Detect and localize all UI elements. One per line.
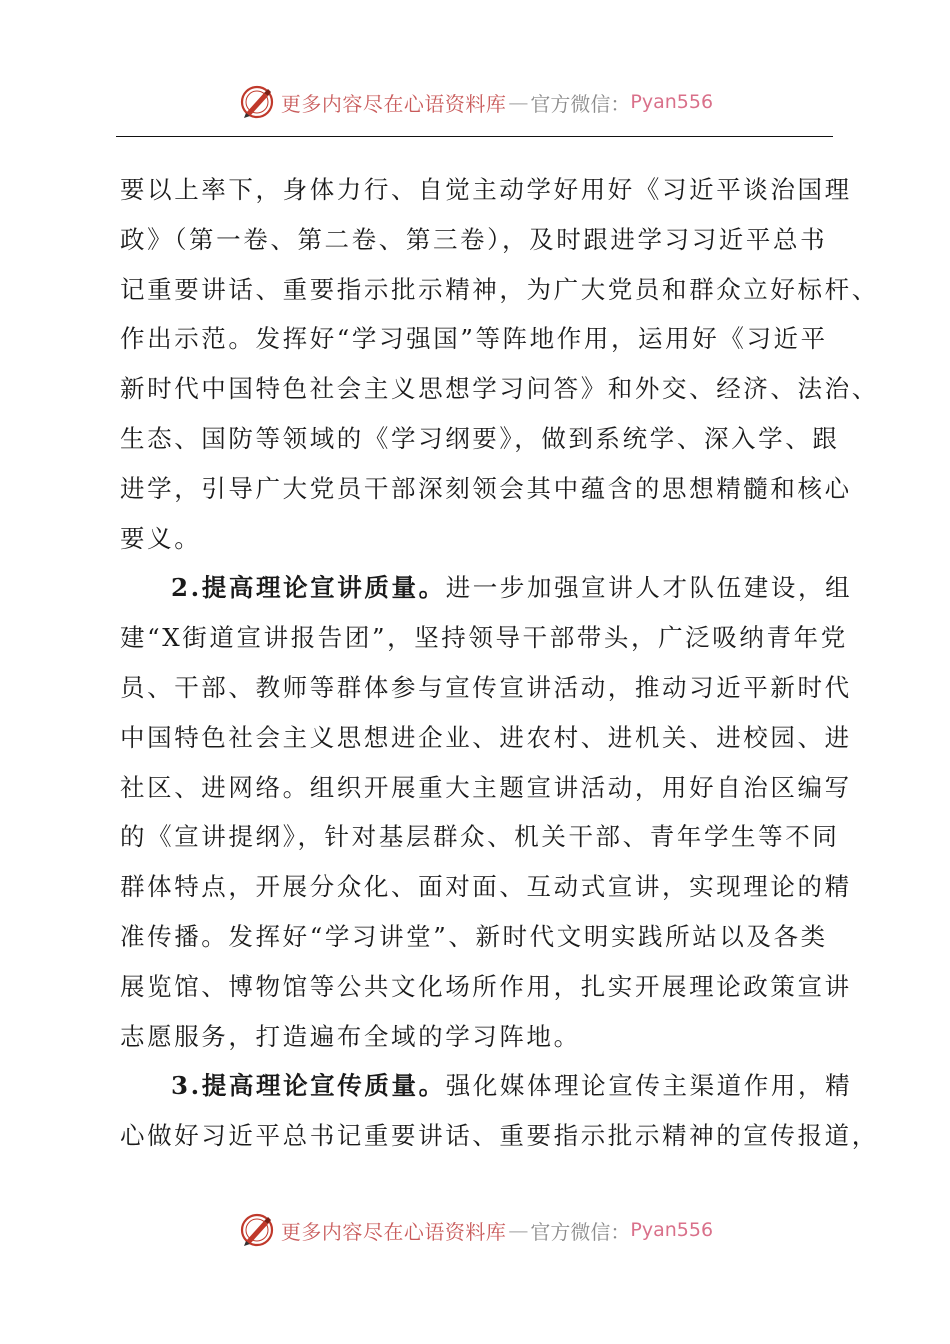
header-rule: [116, 136, 833, 137]
text-line-first: [120, 1061, 853, 1111]
text-line: 的《宣讲提纲》，针对基层群众、机关干部、青年学生等不同: [120, 822, 840, 852]
text-line: 社区、进网络。组织开展重大主题宣讲活动，用好自治区编写: [120, 772, 852, 802]
text-line: 记重要讲话、重要指示批示精神，为广大党员和群众立好标杆、: [120, 274, 879, 304]
text-run: 强化媒体理论宣传主渠道作用，精: [445, 1071, 853, 1101]
watermark-wechat-label: 官方微信：: [530, 91, 631, 116]
header-watermark: [0, 80, 950, 124]
pen-logo-icon: [237, 82, 277, 122]
paragraph-heading: 3.提高理论宣传质量。: [171, 1071, 446, 1101]
document-body: [120, 165, 879, 1161]
text-line-first: [120, 563, 853, 613]
text-line: 准传播。发挥好“学习讲堂”、新时代文明实践所站以及各类: [120, 921, 828, 951]
text-line: 生态、国防等领域的《学习纲要》，做到系统学、深入学、跟: [120, 423, 840, 453]
paragraph-heading: 2.提高理论宣讲质量。: [171, 573, 446, 603]
text-line: 展览馆、博物馆等公共文化场所作用，扎实开展理论政策宣讲: [120, 971, 852, 1001]
paragraph-1: [120, 165, 879, 563]
text-line: 新时代中国特色社会主义思想学习问答》和外交、经济、法治、: [120, 374, 879, 404]
text-line: 建“X街道宣讲报告团”，坚持领导干部带头，广泛吸纳青年党: [120, 623, 848, 653]
text-line: 中国特色社会主义思想进企业、进农村、进机关、进校园、进: [120, 722, 852, 752]
text-line: 要以上率下，身体力行、自觉主动学好用好《习近平谈治国理: [120, 175, 852, 204]
footer-watermark: [0, 1208, 950, 1252]
text-line: 政》（第一卷、第二卷、第三卷），及时跟进学习习近平总书: [120, 224, 828, 254]
text-line: 心做好习近平总书记重要讲话、重要指示批示精神的宣传报道，: [120, 1121, 879, 1151]
watermark-wechat-id: Pyan556: [630, 91, 714, 113]
text-line: 要义。: [120, 523, 202, 553]
watermark-wechat-id: Pyan556: [630, 1219, 714, 1241]
paragraph-3: [120, 1061, 879, 1161]
watermark-dash: —: [508, 1218, 529, 1242]
text-line: 群体特点，开展分众化、面对面、互动式宣讲，实现理论的精: [120, 872, 852, 902]
pen-logo-icon: [237, 1210, 277, 1250]
text-run: 进一步加强宣讲人才队伍建设，组: [445, 573, 853, 603]
watermark-wechat-label: 官方微信：: [530, 1219, 631, 1244]
paragraph-2: [120, 563, 853, 1061]
watermark-site-text: 更多内容尽在心语资料库: [280, 91, 507, 116]
text-line: 员、干部、教师等群体参与宣传宣讲活动，推动习近平新时代: [120, 672, 852, 702]
text-line: 志愿服务，打造遍布全域的学习阵地。: [120, 1021, 581, 1051]
watermark-dash: —: [508, 90, 529, 114]
watermark-site-text: 更多内容尽在心语资料库: [280, 1219, 507, 1244]
text-line: 进学，引导广大党员干部深刻领会其中蕴含的思想精髓和核心: [120, 473, 852, 503]
text-line: 作出示范。发挥好“学习强国”等阵地作用，运用好《习近平: [120, 324, 828, 354]
